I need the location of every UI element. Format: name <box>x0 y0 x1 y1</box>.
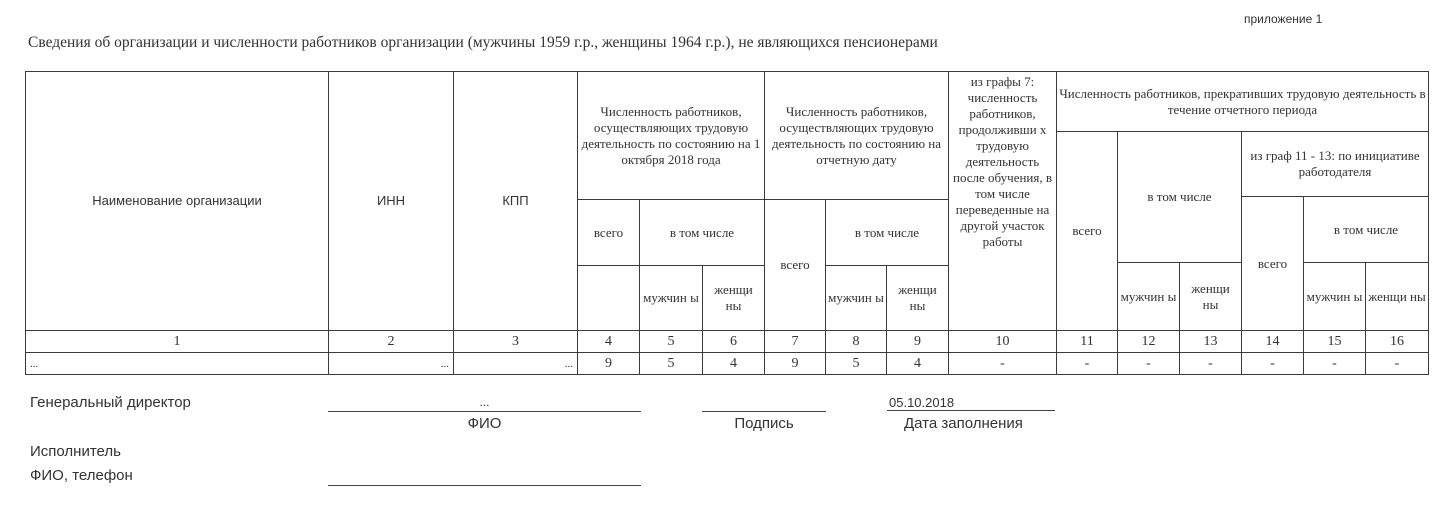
subheader-total: всего <box>593 224 624 240</box>
executor-label: Исполнитель <box>30 443 121 460</box>
subheader-including: в том числе <box>854 224 920 240</box>
subheader-women: женщи ны <box>714 282 753 313</box>
column-number: 1 <box>173 333 181 349</box>
cell-value: 4 <box>730 355 737 371</box>
subheader-women: женщи ны <box>1191 280 1230 312</box>
header-inn: ИНН <box>376 193 406 208</box>
signature-line <box>702 411 826 412</box>
column-number: 12 <box>1141 333 1156 349</box>
column-number: 16 <box>1390 333 1404 349</box>
column-number: 15 <box>1327 333 1342 349</box>
subheader-men: мужчин ы <box>1120 288 1177 304</box>
cell-org-name: ... <box>30 357 39 370</box>
column-number: 7 <box>791 333 799 349</box>
director-label: Генеральный директор <box>30 394 191 411</box>
column-number: 10 <box>995 333 1010 349</box>
column-number: 6 <box>730 333 737 349</box>
subheader-men: мужчин ы <box>828 290 884 305</box>
cell-value: - <box>1270 355 1275 371</box>
column-number: 3 <box>512 333 519 349</box>
column-number: 5 <box>667 333 675 349</box>
subheader-including: в том числе <box>1147 189 1212 204</box>
header-count-oct: Численность работников, осуществляющих трудовую деятельность по состоянию на 1 октября 2018 года <box>581 103 761 167</box>
header-kpp: КПП <box>502 193 529 208</box>
appendix-label: приложение 1 <box>1244 12 1323 26</box>
header-from-cols-11-13: из граф 11 - 13: по инициативе работодателя <box>1250 148 1420 179</box>
page-title: Сведения об организации и численности работников организации (мужчины 1959 г.р., женщины 1964 г.р.), не являющихся пенсионерами <box>28 34 938 51</box>
header-count-report: Численность работников, осуществляющих трудовую деятельность по состоянию на отчетную дату <box>771 103 942 167</box>
signature-caption: Подпись <box>734 415 794 432</box>
date-line <box>887 410 1055 411</box>
header-org-name: Наименование организации <box>92 193 262 208</box>
cell-value: - <box>1146 355 1151 371</box>
table-border-right <box>1428 71 1429 375</box>
cell-value: 4 <box>914 355 921 371</box>
cell-value: 9 <box>791 355 799 371</box>
executor-line <box>328 485 641 486</box>
cell-value: 5 <box>667 355 675 371</box>
cell-value: - <box>1000 355 1005 371</box>
cell-value: - <box>1332 355 1337 371</box>
column-number: 4 <box>605 333 612 349</box>
column-number: 13 <box>1203 333 1218 349</box>
subheader-including: в том числе <box>669 224 735 240</box>
header-terminated: Численность работников, прекративших трудовую деятельность в течение отчетного периода <box>1059 85 1426 117</box>
cell-inn: ... <box>440 357 449 370</box>
column-number: 11 <box>1080 333 1094 349</box>
cell-value: 5 <box>852 355 860 371</box>
header-from-col7: из графы 7: численность работников, продолживши х трудовую деятельность после обучения, в том числе переведенные на другой участок работы <box>952 74 1053 249</box>
subheader-men: мужчин ы <box>1306 288 1363 304</box>
cell-value: 9 <box>605 355 612 371</box>
cell-value: - <box>1084 355 1090 371</box>
subheader-women: женщи ны <box>1368 288 1426 304</box>
subheader-total: всего <box>780 257 810 272</box>
subheader-total: всего <box>1257 255 1288 271</box>
director-name: ... <box>479 395 490 409</box>
cell-value: - <box>1208 355 1213 371</box>
date-caption: Дата заполнения <box>904 415 1023 432</box>
subheader-total: всего <box>1072 223 1102 238</box>
cell-value: - <box>1394 355 1400 371</box>
column-number: 8 <box>852 333 860 349</box>
column-number: 2 <box>387 333 395 349</box>
column-number: 9 <box>914 333 921 349</box>
table-border-bottom <box>25 374 1428 375</box>
director-name-line <box>328 411 641 412</box>
fio-caption: ФИО <box>467 415 502 432</box>
executor-sub-label: ФИО, телефон <box>30 467 133 484</box>
subheader-men: мужчин ы <box>643 290 699 305</box>
cell-kpp: ... <box>564 357 573 370</box>
subheader-including: в том числе <box>1333 221 1399 237</box>
subheader-women: женщи ны <box>898 282 937 313</box>
fill-date: 05.10.2018 <box>889 395 955 410</box>
column-number: 14 <box>1265 333 1280 349</box>
